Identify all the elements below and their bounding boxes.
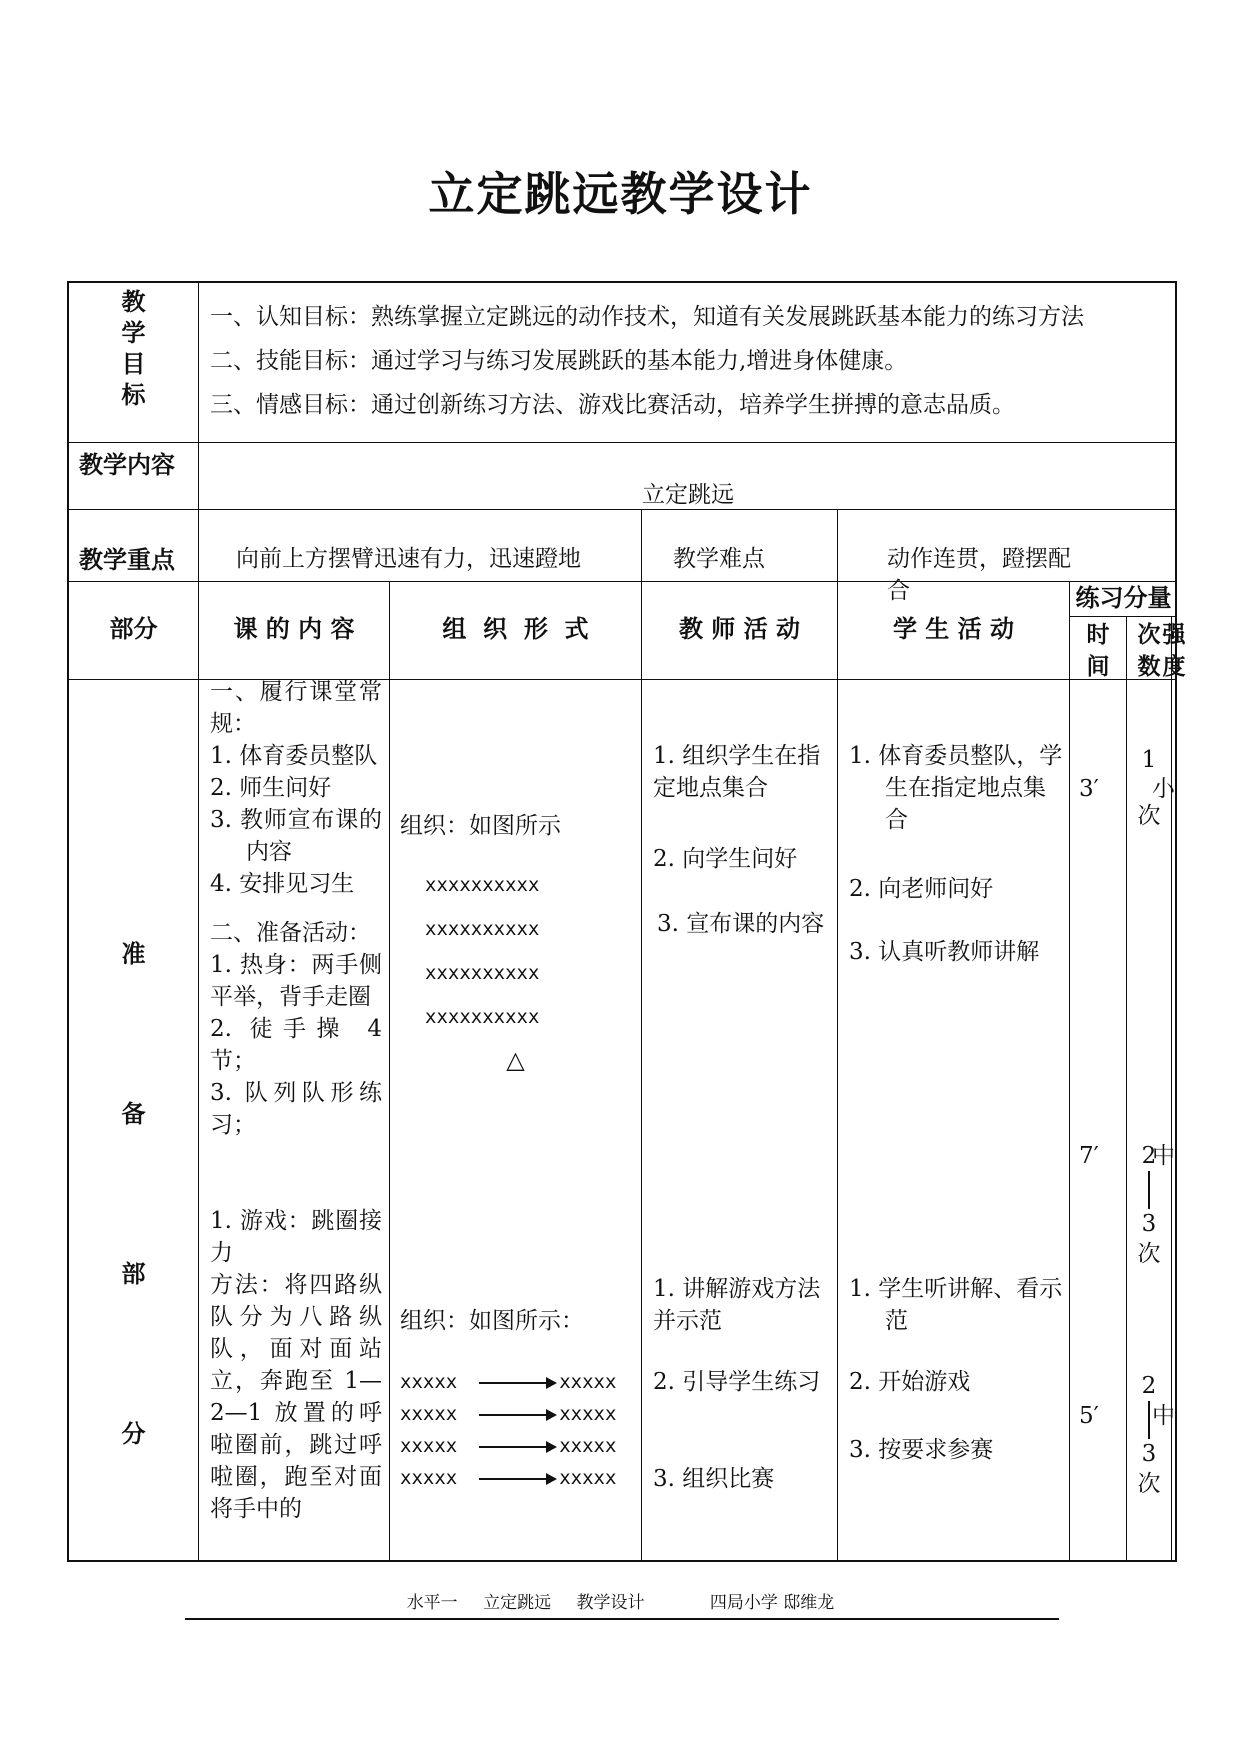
teacher-item: 1. 讲解游戏方法并示范 xyxy=(653,1276,821,1334)
arrow-right-icon xyxy=(479,1446,553,1448)
header-content: 课 的 内 容 xyxy=(233,615,355,643)
footer-divider xyxy=(185,1618,1059,1620)
formation-right: xxxxx xyxy=(559,1435,617,1457)
teacher-item: 3. 组织比赛 xyxy=(653,1466,775,1492)
student-item: 1. 学生听讲解、看示范 xyxy=(849,1276,1063,1334)
header-practice: 练习分量 xyxy=(1075,584,1172,612)
formation-left: xxxxx xyxy=(400,1371,458,1393)
count-unit: 次 xyxy=(1137,803,1161,829)
part-char: 分 xyxy=(121,1420,146,1448)
footer-author: 四局小学 邸维龙 xyxy=(709,1593,835,1613)
header-student: 学 生 活 动 xyxy=(892,615,1015,643)
formation-row xyxy=(400,1462,640,1494)
document-title: 立定跳远教学设计 xyxy=(428,167,813,221)
org2-label: 组织：如图所示： xyxy=(400,1308,584,1334)
part-char: 备 xyxy=(121,1100,146,1128)
count-unit: 次 xyxy=(1137,1471,1161,1497)
org1-label: 组织：如图所示 xyxy=(400,813,561,839)
range-bar-icon xyxy=(1148,1401,1150,1439)
formation-right: xxxxx xyxy=(559,1403,617,1425)
formation-row xyxy=(400,1366,640,1398)
content-line: 3. 队列队形练习； xyxy=(210,1080,382,1138)
content-line: 方法：将四路纵队分为八路纵队，面对面站立，奔跑至 1—2—1 放置的呼啦圈前，跳过呼啦圈，跑至对面将手中的 xyxy=(210,1272,382,1522)
student-item: 2. 向老师问好 xyxy=(849,876,994,902)
header-teacher: 教 师 活 动 xyxy=(678,615,801,643)
formation-right: xxxxx xyxy=(559,1371,617,1393)
content-line: 4. 安排见习生 xyxy=(210,871,355,897)
intensity-value: 中 xyxy=(1152,1403,1175,1429)
student-item: 3. 认真听教师讲解 xyxy=(849,939,1040,965)
teacher-item: 3. 宣布课的内容 xyxy=(657,911,825,937)
footer-topic: 立定跳远 xyxy=(483,1593,552,1613)
teacher-item: 2. 引导学生练习 xyxy=(653,1369,821,1395)
student-item: 3. 按要求参赛 xyxy=(849,1437,994,1463)
time-value: 7′ xyxy=(1079,1143,1099,1169)
formation-left: xxxxx xyxy=(400,1403,458,1425)
count-unit: 次 xyxy=(1137,1241,1161,1267)
arrow-right-icon xyxy=(479,1382,553,1384)
arrow-right-icon xyxy=(479,1478,553,1480)
content-line: 2. 师生问好 xyxy=(210,775,332,801)
formation-row: xxxxxxxxxx xyxy=(425,874,540,896)
intensity-value: 小 xyxy=(1152,776,1175,802)
part-char: 部 xyxy=(121,1260,146,1288)
org2-formation xyxy=(400,1366,640,1494)
header-organization: 组 织 形 式 xyxy=(442,615,589,643)
row-divider xyxy=(69,442,1177,443)
lesson-content xyxy=(210,676,382,1525)
objective-item: 二、技能目标：通过学习与练习发展跳跃的基本能力,增进身体健康。 xyxy=(210,348,908,374)
col-divider xyxy=(1069,581,1070,1562)
part-char: 准 xyxy=(121,940,146,968)
col-divider xyxy=(641,509,642,1562)
formation-row: xxxxxxxxxx xyxy=(425,918,540,940)
objective-item: 一、认知目标：熟练掌握立定跳远的动作技术，知道有关发展跳跃基本能力的练习方法 xyxy=(210,304,1084,330)
footer-level: 水平一 xyxy=(406,1593,458,1613)
col-divider xyxy=(198,283,199,1562)
header-intensity-text: 强度 xyxy=(1162,622,1186,680)
intensity-value: 中 xyxy=(1152,1143,1175,1169)
content-line: 1. 热身：两手侧平举，背手走圈 xyxy=(210,952,382,1010)
page-footer xyxy=(0,1588,1241,1613)
objective-item: 三、情感目标：通过创新练习方法、游戏比赛活动，培养学生拼搏的意志品质。 xyxy=(210,392,1015,418)
objectives-label xyxy=(69,285,198,411)
header-intensity xyxy=(1162,619,1186,683)
difficulty-value: 动作连贯，蹬摆配合 xyxy=(887,546,1071,604)
objectives-label-text: 教学目标 xyxy=(121,288,146,409)
key-points-value: 向前上方摆臂迅速有力，迅速蹬地 xyxy=(236,546,581,572)
content-line: 2. 徒手操 4 节； xyxy=(210,1016,382,1074)
org1-formation xyxy=(425,863,625,1039)
time-value: 3′ xyxy=(1079,776,1099,802)
content-line: 1. 游戏：跳圈接力 xyxy=(210,1208,382,1266)
content-line: 1. 体育委员整队 xyxy=(210,743,378,769)
content-line: 一、履行课堂常规： xyxy=(210,679,382,737)
range-bar-icon xyxy=(1148,1171,1150,1209)
content-line: 3. 教师宣布课的内容 xyxy=(210,807,382,865)
student-item: 1. 体育委员整队，学生在指定地点集合 xyxy=(849,743,1063,833)
formation-left: xxxxx xyxy=(400,1435,458,1457)
header-time xyxy=(1070,619,1126,683)
content-label: 教学内容 xyxy=(79,451,175,479)
header-part: 部分 xyxy=(109,615,158,643)
count-number: 3 xyxy=(1141,1441,1157,1467)
formation-row xyxy=(400,1430,640,1462)
formation-right: xxxxx xyxy=(559,1467,617,1489)
row-divider xyxy=(1069,616,1177,617)
count-number: 2 xyxy=(1141,1143,1157,1169)
student-item: 2. 开始游戏 xyxy=(849,1369,971,1395)
formation-row xyxy=(400,1398,640,1430)
header-count-text: 次数 xyxy=(1137,622,1161,680)
arrow-right-icon xyxy=(479,1414,553,1416)
content-line: 二、准备活动： xyxy=(210,920,371,946)
lesson-plan-table xyxy=(67,281,1186,1562)
count-number: 2 xyxy=(1141,1373,1157,1399)
difficulty-label: 教学难点 xyxy=(673,546,765,572)
objectives-list xyxy=(210,295,1170,427)
formation-row: xxxxxxxxxx xyxy=(425,962,540,984)
key-points-label: 教学重点 xyxy=(79,546,175,574)
formation-row: xxxxxxxxxx xyxy=(425,1006,540,1028)
footer-doc: 教学设计 xyxy=(576,1593,645,1613)
count-number: 1 xyxy=(1141,747,1157,773)
teacher-item: 2. 向学生问好 xyxy=(653,846,798,872)
content-value: 立定跳远 xyxy=(642,482,734,508)
teacher-item: 1. 组织学生在指定地点集合 xyxy=(653,743,821,801)
count-number: 3 xyxy=(1141,1211,1157,1237)
header-time-text: 时间 xyxy=(1086,622,1110,680)
formation-left: xxxxx xyxy=(400,1467,458,1489)
count-value xyxy=(1127,1371,1171,1499)
teacher-mark-icon: △ xyxy=(506,1046,525,1074)
col-divider xyxy=(837,509,838,1562)
time-value: 5′ xyxy=(1079,1403,1099,1429)
